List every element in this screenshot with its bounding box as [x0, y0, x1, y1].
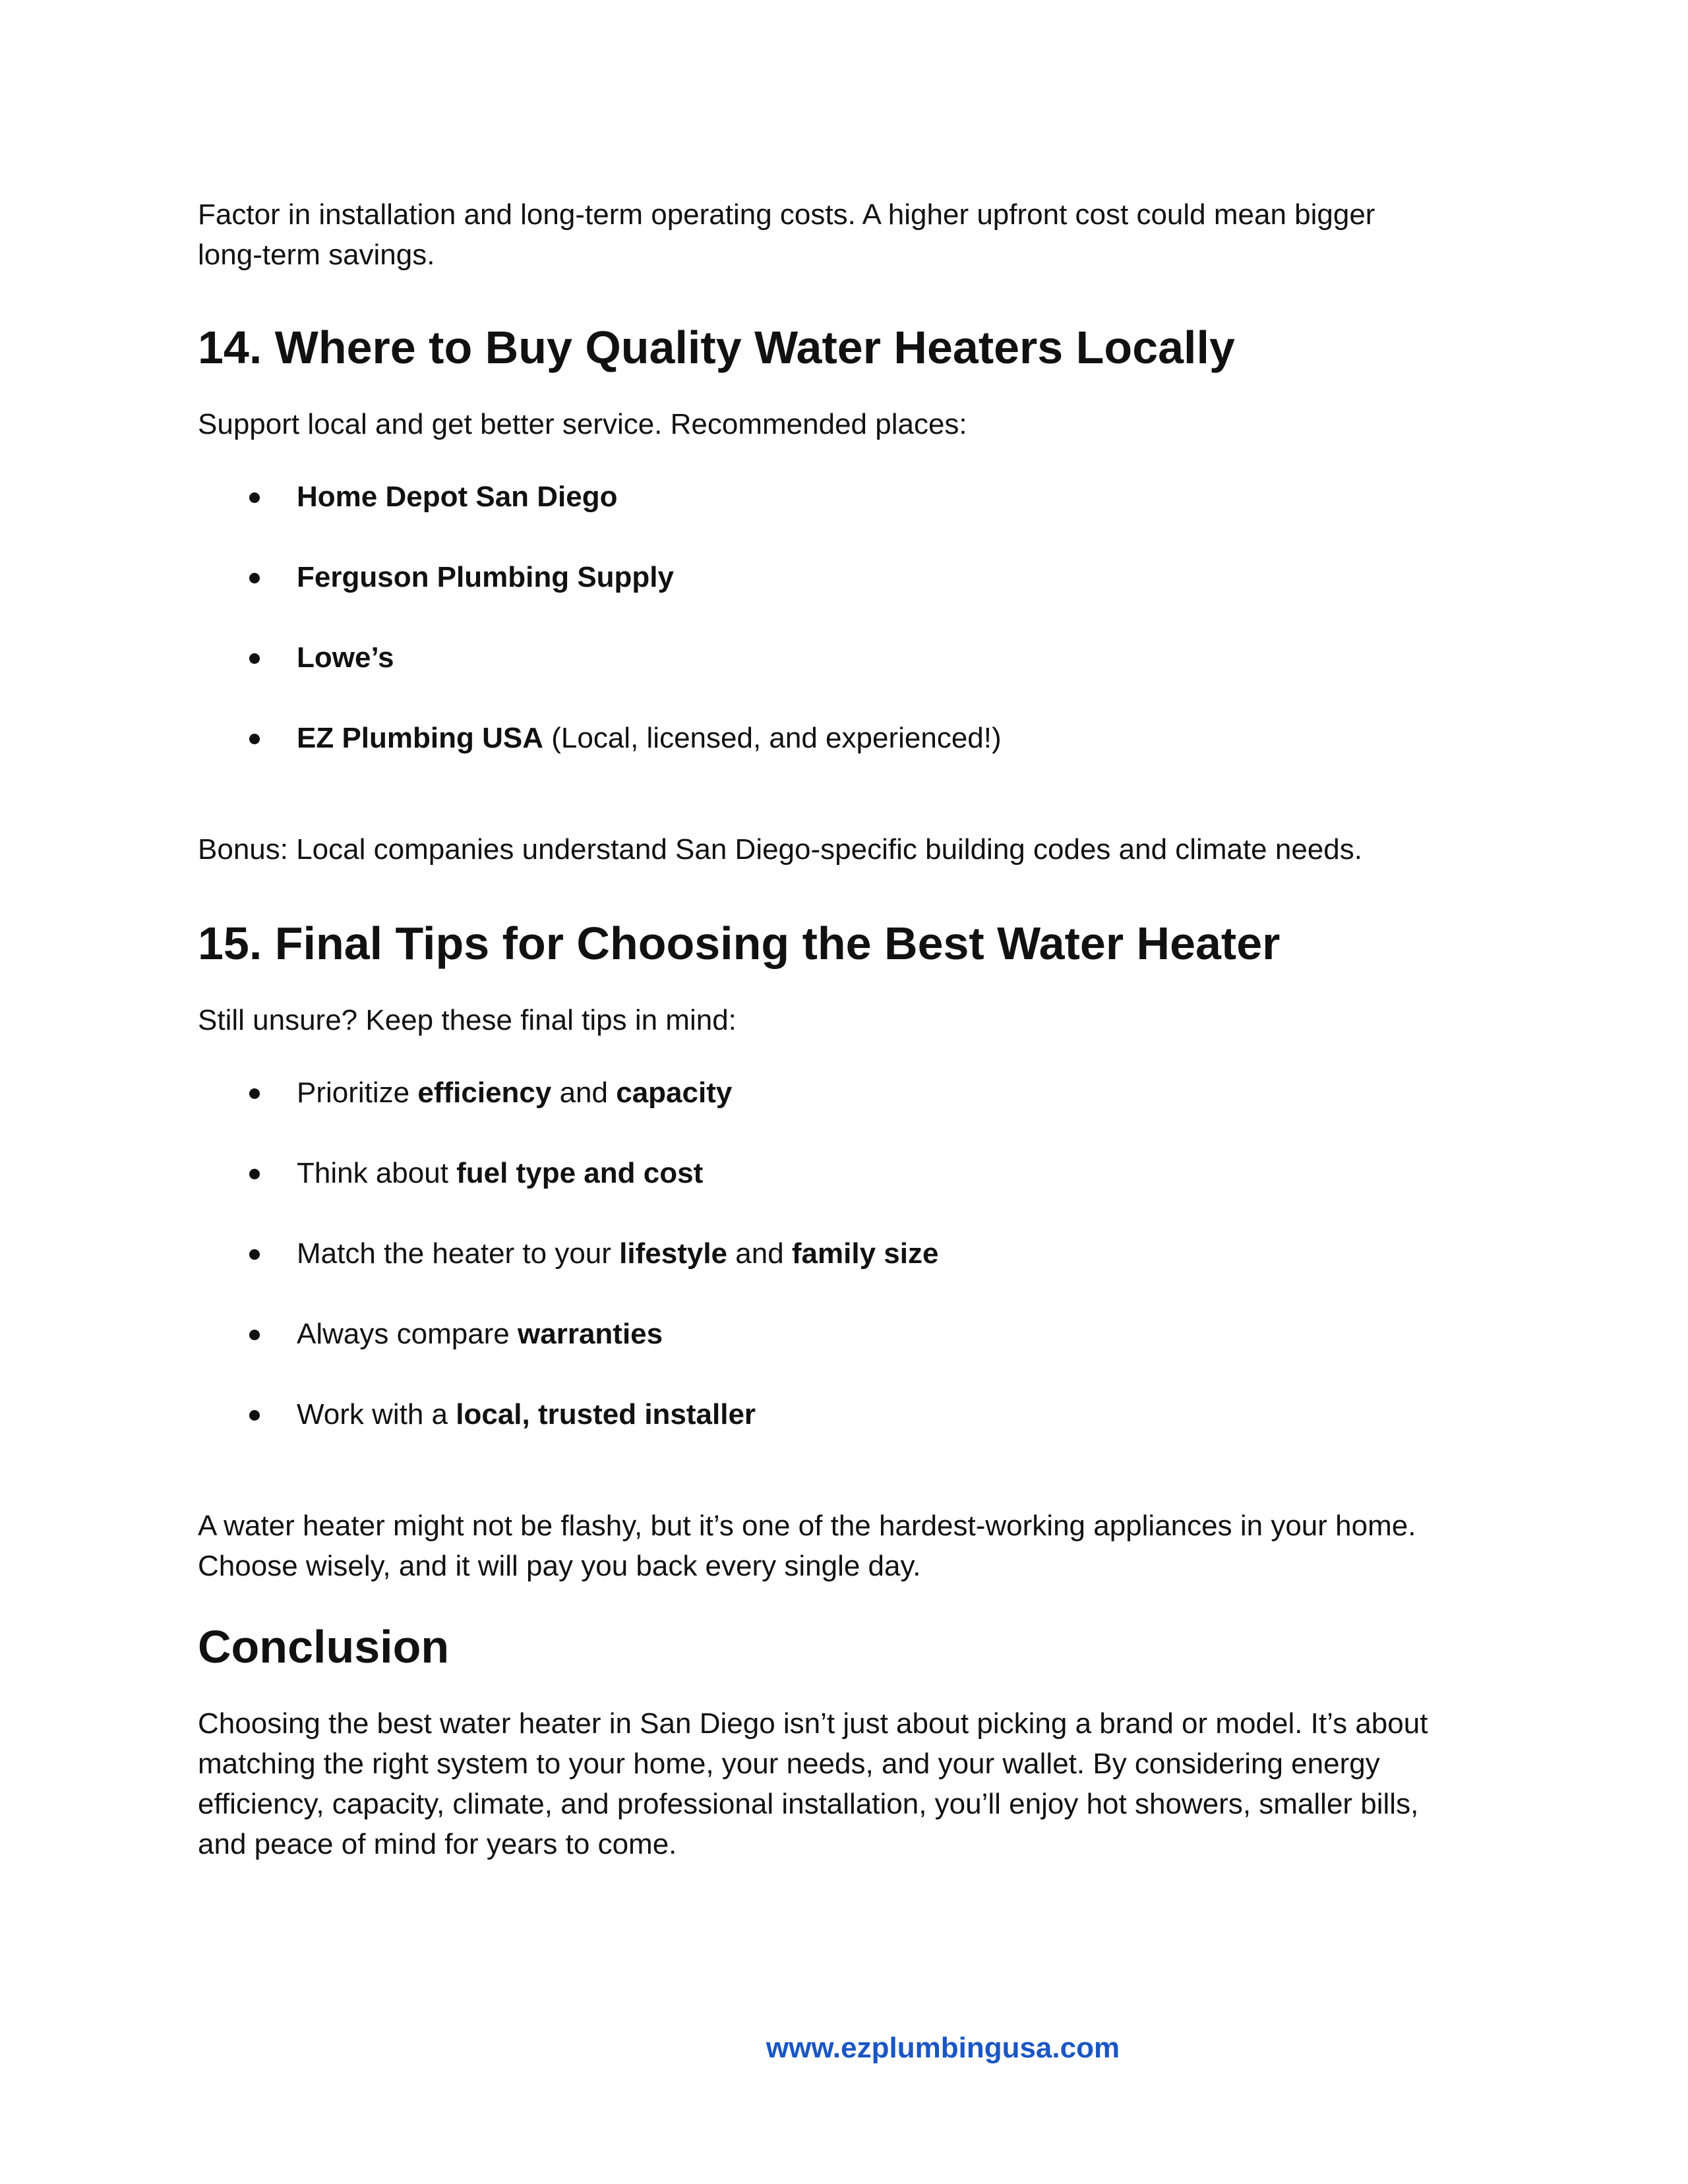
closing-line-2: Choose wisely, and it will pay you back every single day.: [198, 1550, 921, 1582]
intro-line-2: long-term savings.: [198, 239, 435, 271]
list-item: [198, 477, 1490, 517]
section-15-heading: 15. Final Tips for Choosing the Best Water Heater: [198, 918, 1281, 969]
conclusion-line-2: matching the right system to your home, your needs, and your wallet. By considering energy: [198, 1748, 1380, 1780]
list-item-bold: Home Depot San Diego: [297, 481, 618, 513]
list-item-text: and: [727, 1237, 792, 1270]
list-item: [198, 718, 1490, 758]
conclusion-line-1: Choosing the best water heater in San Diego isn’t just about picking a brand or model. It’s about: [198, 1707, 1428, 1740]
list-item-text: and: [551, 1077, 617, 1109]
list-item-text: Work with a: [297, 1398, 456, 1431]
list-item-bold: efficiency: [417, 1077, 552, 1109]
list-item-bold: capacity: [616, 1077, 733, 1109]
bullet-icon: [249, 1249, 260, 1260]
list-item: [198, 1153, 1490, 1193]
section-14-intro: Support local and get better service. Recommended places:: [198, 408, 967, 440]
list-item-text: Think about: [297, 1157, 457, 1189]
conclusion-line-3: efficiency, capacity, climate, and professional installation, you’ll enjoy hot showers, smaller bills,: [198, 1788, 1419, 1820]
list-item: [198, 1314, 1490, 1354]
list-item-bold: Lowe’s: [297, 641, 394, 674]
conclusion-line-4: and peace of mind for years to come.: [198, 1828, 677, 1860]
list-item-bold: family size: [791, 1237, 939, 1270]
list-item: [198, 1394, 1490, 1434]
intro-paragraph: [198, 194, 1490, 275]
list-item: [198, 1233, 1490, 1274]
conclusion-heading: Conclusion: [198, 1621, 450, 1672]
intro-line-1: Factor in installation and long-term operating costs. A higher upfront cost could mean bigger: [198, 198, 1375, 231]
section-15-intro: Still unsure? Keep these final tips in mind:: [198, 1004, 737, 1036]
bullet-icon: [249, 1169, 260, 1179]
section-14-list: [198, 477, 1490, 758]
closing-line-1: A water heater might not be flashy, but it’s one of the hardest-working appliances in your home.: [198, 1510, 1416, 1542]
page-content: [198, 194, 1490, 1864]
list-item: [198, 557, 1490, 597]
list-item-bold: local, trusted installer: [456, 1398, 756, 1431]
list-item-bold: Ferguson Plumbing Supply: [297, 561, 674, 593]
bullet-icon: [249, 573, 260, 583]
list-item-bold: fuel type and cost: [456, 1157, 704, 1189]
list-item-text: Match the heater to your: [297, 1237, 620, 1270]
list-item-bold: warranties: [518, 1318, 663, 1350]
list-item-text: (Local, licensed, and experienced!): [543, 722, 1002, 754]
bullet-icon: [249, 1410, 260, 1421]
footer-url-link[interactable]: www.ezplumbingusa.com: [766, 2032, 1120, 2064]
section-15-list: [198, 1073, 1490, 1434]
list-item: [198, 637, 1490, 678]
list-item-bold: EZ Plumbing USA: [297, 722, 543, 754]
closing-paragraph: [198, 1506, 1490, 1586]
bullet-icon: [249, 653, 260, 664]
list-item-bold: lifestyle: [619, 1237, 728, 1270]
list-item: [198, 1073, 1490, 1113]
bonus-paragraph: Bonus: Local companies understand San Diego-specific building codes and climate needs.: [198, 833, 1362, 866]
bullet-icon: [249, 734, 260, 744]
conclusion-paragraph: [198, 1703, 1490, 1864]
bullet-icon: [249, 1330, 260, 1340]
bullet-icon: [249, 1088, 260, 1099]
list-item-text: Prioritize: [297, 1077, 418, 1109]
section-14-heading: 14. Where to Buy Quality Water Heaters Locally: [198, 322, 1235, 373]
list-item-text: Always compare: [297, 1318, 518, 1350]
bullet-icon: [249, 492, 260, 503]
